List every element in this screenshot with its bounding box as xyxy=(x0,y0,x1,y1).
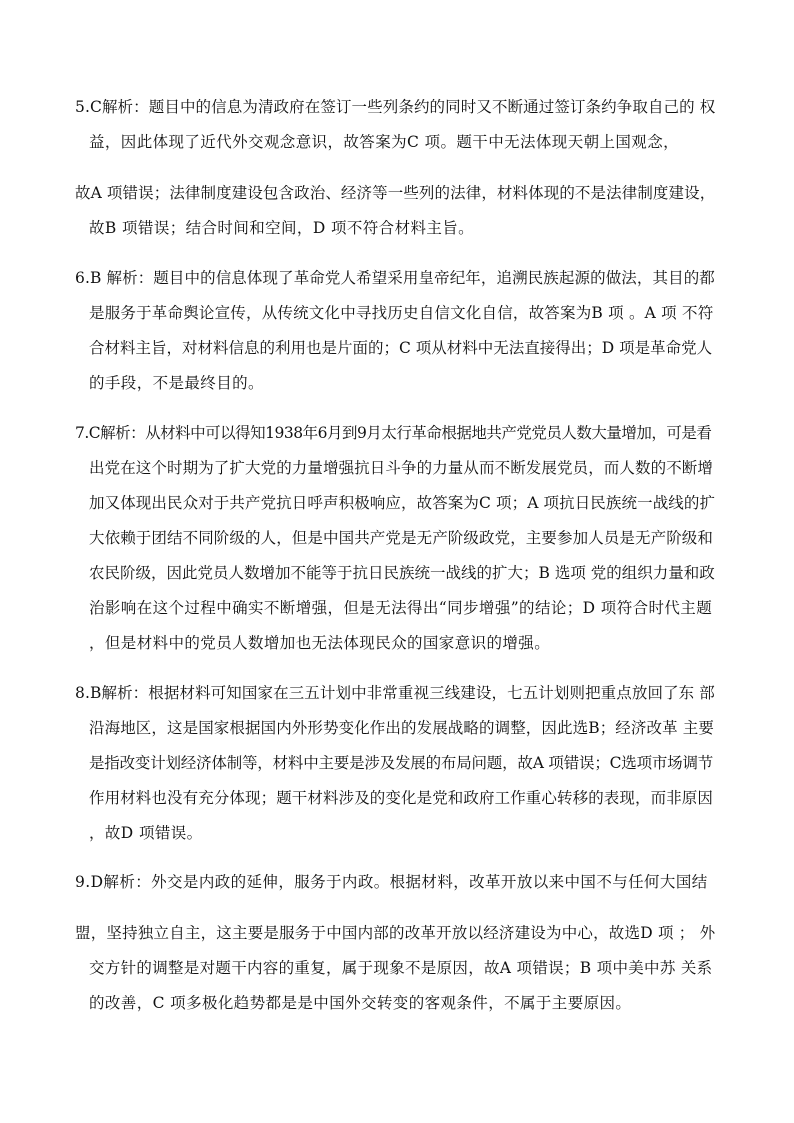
answer-7-line-7: ，但是材料中的党员人数增加也无法体现民众的国家意识的增强。 xyxy=(89,634,551,652)
answer-9-line-1: 9.D解析：外交是内政的延伸，服务于内政。根据材料，改革开放以来中国不与任何大国结 xyxy=(75,873,708,891)
answer-9-line-3: 交方针的调整是对题干内容的重复，属于现象不是原因，故A 项错误；B 项中美中苏 关系 xyxy=(89,959,713,977)
answer-5-line-2: 益，因此体现了近代外交观念意识，故答案为C 项。题干中无法体现天朝上国观念， xyxy=(89,133,679,151)
answer-9-line-2: 盟，坚持独立自主，这主要是服务于中国内部的改革开放以经济建设为中心，故选D 项 ； 外 xyxy=(75,924,716,942)
answer-6-line-1: 6.B 解析：题目中的信息体现了革命党人希望采用皇帝纪年，追溯民族起源的做法，其目的都 xyxy=(75,269,715,287)
answer-8-line-3: 是指改变计划经济体制等，材料中主要是涉及发展的布局问题，故A 项错误；C选项市场调节 xyxy=(89,754,714,772)
answer-8-line-5: ，故D 项错误。 xyxy=(89,824,203,842)
answer-9-line-4: 的改善，C 项多极化趋势都是是中国外交转变的客观条件，不属于主要原因。 xyxy=(89,994,632,1012)
answer-5-line-4: 故B 项错误；结合时间和空间，D 项不符合材料主旨。 xyxy=(89,219,475,237)
answer-5-line-3: 故A 项错误；法律制度建设包含政治、经济等一些列的法律，材料体现的不是法律制度建设， xyxy=(75,184,716,202)
answer-6-line-2: 是服务于革命舆论宣传，从传统文化中寻找历史自信文化自信，故答案为B 项 。A 项 不符 xyxy=(89,304,714,322)
answer-6-line-3: 合材料主旨，对材料信息的利用也是片面的；C 项从材料中无法直接得出；D 项是革命党人 xyxy=(89,339,713,357)
answer-7-line-6: 治影响在这个过程中确实不断增强，但是无法得出“同步增强”的结论；D 项符合时代主题 xyxy=(89,599,713,617)
answer-5-line-1: 5.C解析：题目中的信息为清政府在签订一些列条约的同时又不断通过签订条约争取自己的 权 xyxy=(75,98,716,116)
answer-7-line-2: 出党在这个时期为了扩大党的力量增强抗日斗争的力量从而不断发展党员，而人数的不断增 xyxy=(89,459,714,477)
answer-8-line-4: 作用材料也没有充分体现；题干材料涉及的变化是党和政府工作重心转移的表现，而非原因 xyxy=(89,789,714,807)
answer-7-line-5: 农民阶级，因此党员人数增加不能等于抗日民族统一战线的扩大；B 选项 党的组织力量和政 xyxy=(89,564,715,582)
answer-6-line-4: 的手段，不是最终目的。 xyxy=(89,374,264,392)
answer-8-line-1: 8.B解析：根据材料可知国家在三五计划中非常重视三线建设，七五计划则把重点放回了东 部 xyxy=(75,684,715,702)
answer-7-line-4: 大依赖于团结不同阶级的人，但是中国共产党是无产阶级政党，主要参加人员是无产阶级和 xyxy=(89,529,714,547)
answer-7-line-1: 7.C解析：从材料中可以得知1938年6月到9月太行革命根据地共产党党员人数大量增加，可是看 xyxy=(75,424,712,442)
answer-8-line-2: 沿海地区，这是国家根据国内外形势变化作出的发展战略的调整，因此选B；经济改革 主要 xyxy=(89,719,714,737)
answer-7-line-3: 加又体现出民众对于共产党抗日呼声积极响应，故答案为C 项；A 项抗日民族统一战线的扩 xyxy=(89,494,716,512)
